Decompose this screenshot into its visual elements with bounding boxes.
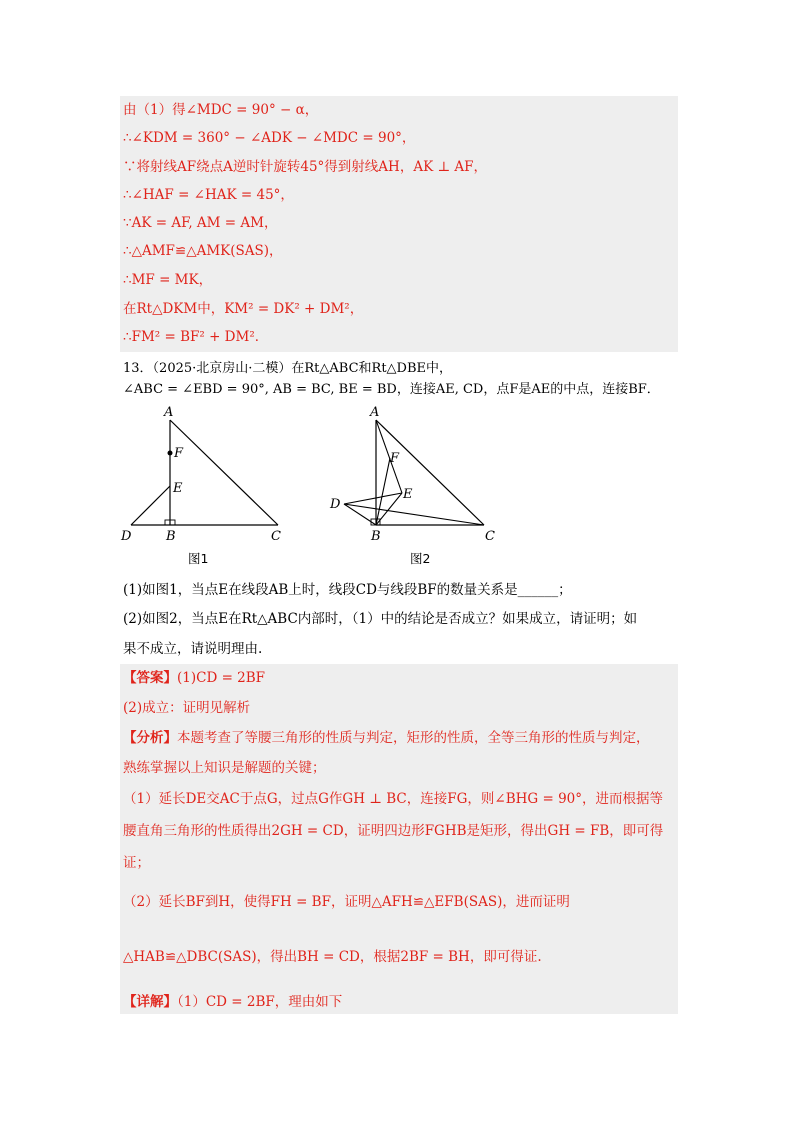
answer-2: (2)成立：证明见解析: [123, 700, 251, 716]
solution-line-3: ∵将射线AF绕点A逆时针旋转45°得到射线AH，AK ⊥ AF，: [123, 159, 488, 175]
fig2-label-d: D: [330, 497, 341, 512]
fig1-label-d: D: [121, 529, 132, 544]
answer-1: (1)CD = 2BF: [177, 670, 266, 686]
analysis-p3-a: （2）延长BF到H，使得FH = BF，证明△AFH≌△EFB(SAS)，进而证明: [123, 894, 570, 910]
analysis-p2-b: 腰直角三角形的性质得出2GH = CD，证明四边形FGHB是矩形，得出GH = FB，即可得: [123, 823, 664, 839]
figure-1: [118, 400, 298, 575]
detail-text: （1）CD = 2BF，理由如下: [177, 994, 343, 1010]
fig1-label-b: B: [166, 529, 176, 544]
analysis-p1-b: 熟练掌握以上知识是解题的关键；: [123, 760, 326, 776]
fig2-caption: 图2: [410, 551, 431, 566]
question-2-line-a: (2)如图2，当点E在Rt△ABC内部时，（1）中的结论是否成立？如果成立，请证明；如: [123, 611, 638, 627]
analysis-p1-a: 本题考查了等腰三角形的性质与判定，矩形的性质，全等三角形的性质与判定，: [177, 730, 650, 746]
solution-line-8: 在Rt△DKM中，KM² = DK² + DM²，: [123, 301, 364, 317]
analysis-p2-a: （1）延长DE交AC于点G，过点G作GH ⊥ BC，连接FG，则∠BHG = 90°，进而根据等: [123, 791, 664, 807]
fig2-label-c: C: [485, 529, 495, 544]
analysis-tag: 【分析】: [123, 730, 177, 746]
fig1-label-f: F: [174, 446, 184, 461]
fig2-label-e: E: [403, 487, 413, 502]
detail-tag: 【详解】: [123, 994, 177, 1010]
fig1-label-c: C: [271, 529, 281, 544]
solution-line-6: ∴△AMF≌△AMK(SAS)，: [123, 243, 283, 259]
fig1-caption: 图1: [188, 551, 209, 566]
solution-line-4: ∴∠HAF = ∠HAK = 45°，: [123, 187, 294, 203]
fig2-label-b: B: [371, 529, 381, 544]
analysis-p3-b: △HAB≌△DBC(SAS)，得出BH = CD，根据2BF = BH，即可得证.: [123, 949, 542, 965]
fig1-label-a: A: [164, 405, 174, 420]
solution-line-5: ∵AK = AF, AM = AM，: [123, 215, 278, 231]
figure-2: [322, 400, 502, 575]
fig1-label-e: E: [173, 481, 183, 496]
solution-line-7: ∴MF = MK，: [123, 272, 213, 288]
problem-line-2: ∠ABC = ∠EBD = 90°, AB = BC, BE = BD，连接AE, CD，点F是AE的中点，连接BF．: [123, 382, 660, 397]
solution-line-9: ∴FM² = BF² + DM²．: [123, 329, 269, 345]
answer-tag: 【答案】: [123, 670, 177, 686]
solution-line-2: ∴∠KDM = 360° − ∠ADK − ∠MDC = 90°，: [123, 130, 416, 146]
analysis-p2-c: 证；: [123, 855, 150, 871]
problem-line-1: 13．（2025·北京房山·二模）在Rt△ABC和Rt△DBE中，: [123, 361, 453, 376]
fig2-label-a: A: [370, 405, 380, 420]
question-2-line-b: 果不成立，请说明理由.: [123, 641, 263, 657]
fig2-label-f: F: [390, 451, 400, 466]
question-1: (1)如图1，当点E在线段AB上时，线段CD与线段BF的数量关系是______；: [123, 582, 572, 598]
solution-line-1: 由（1）得∠MDC = 90° − α，: [123, 102, 319, 118]
